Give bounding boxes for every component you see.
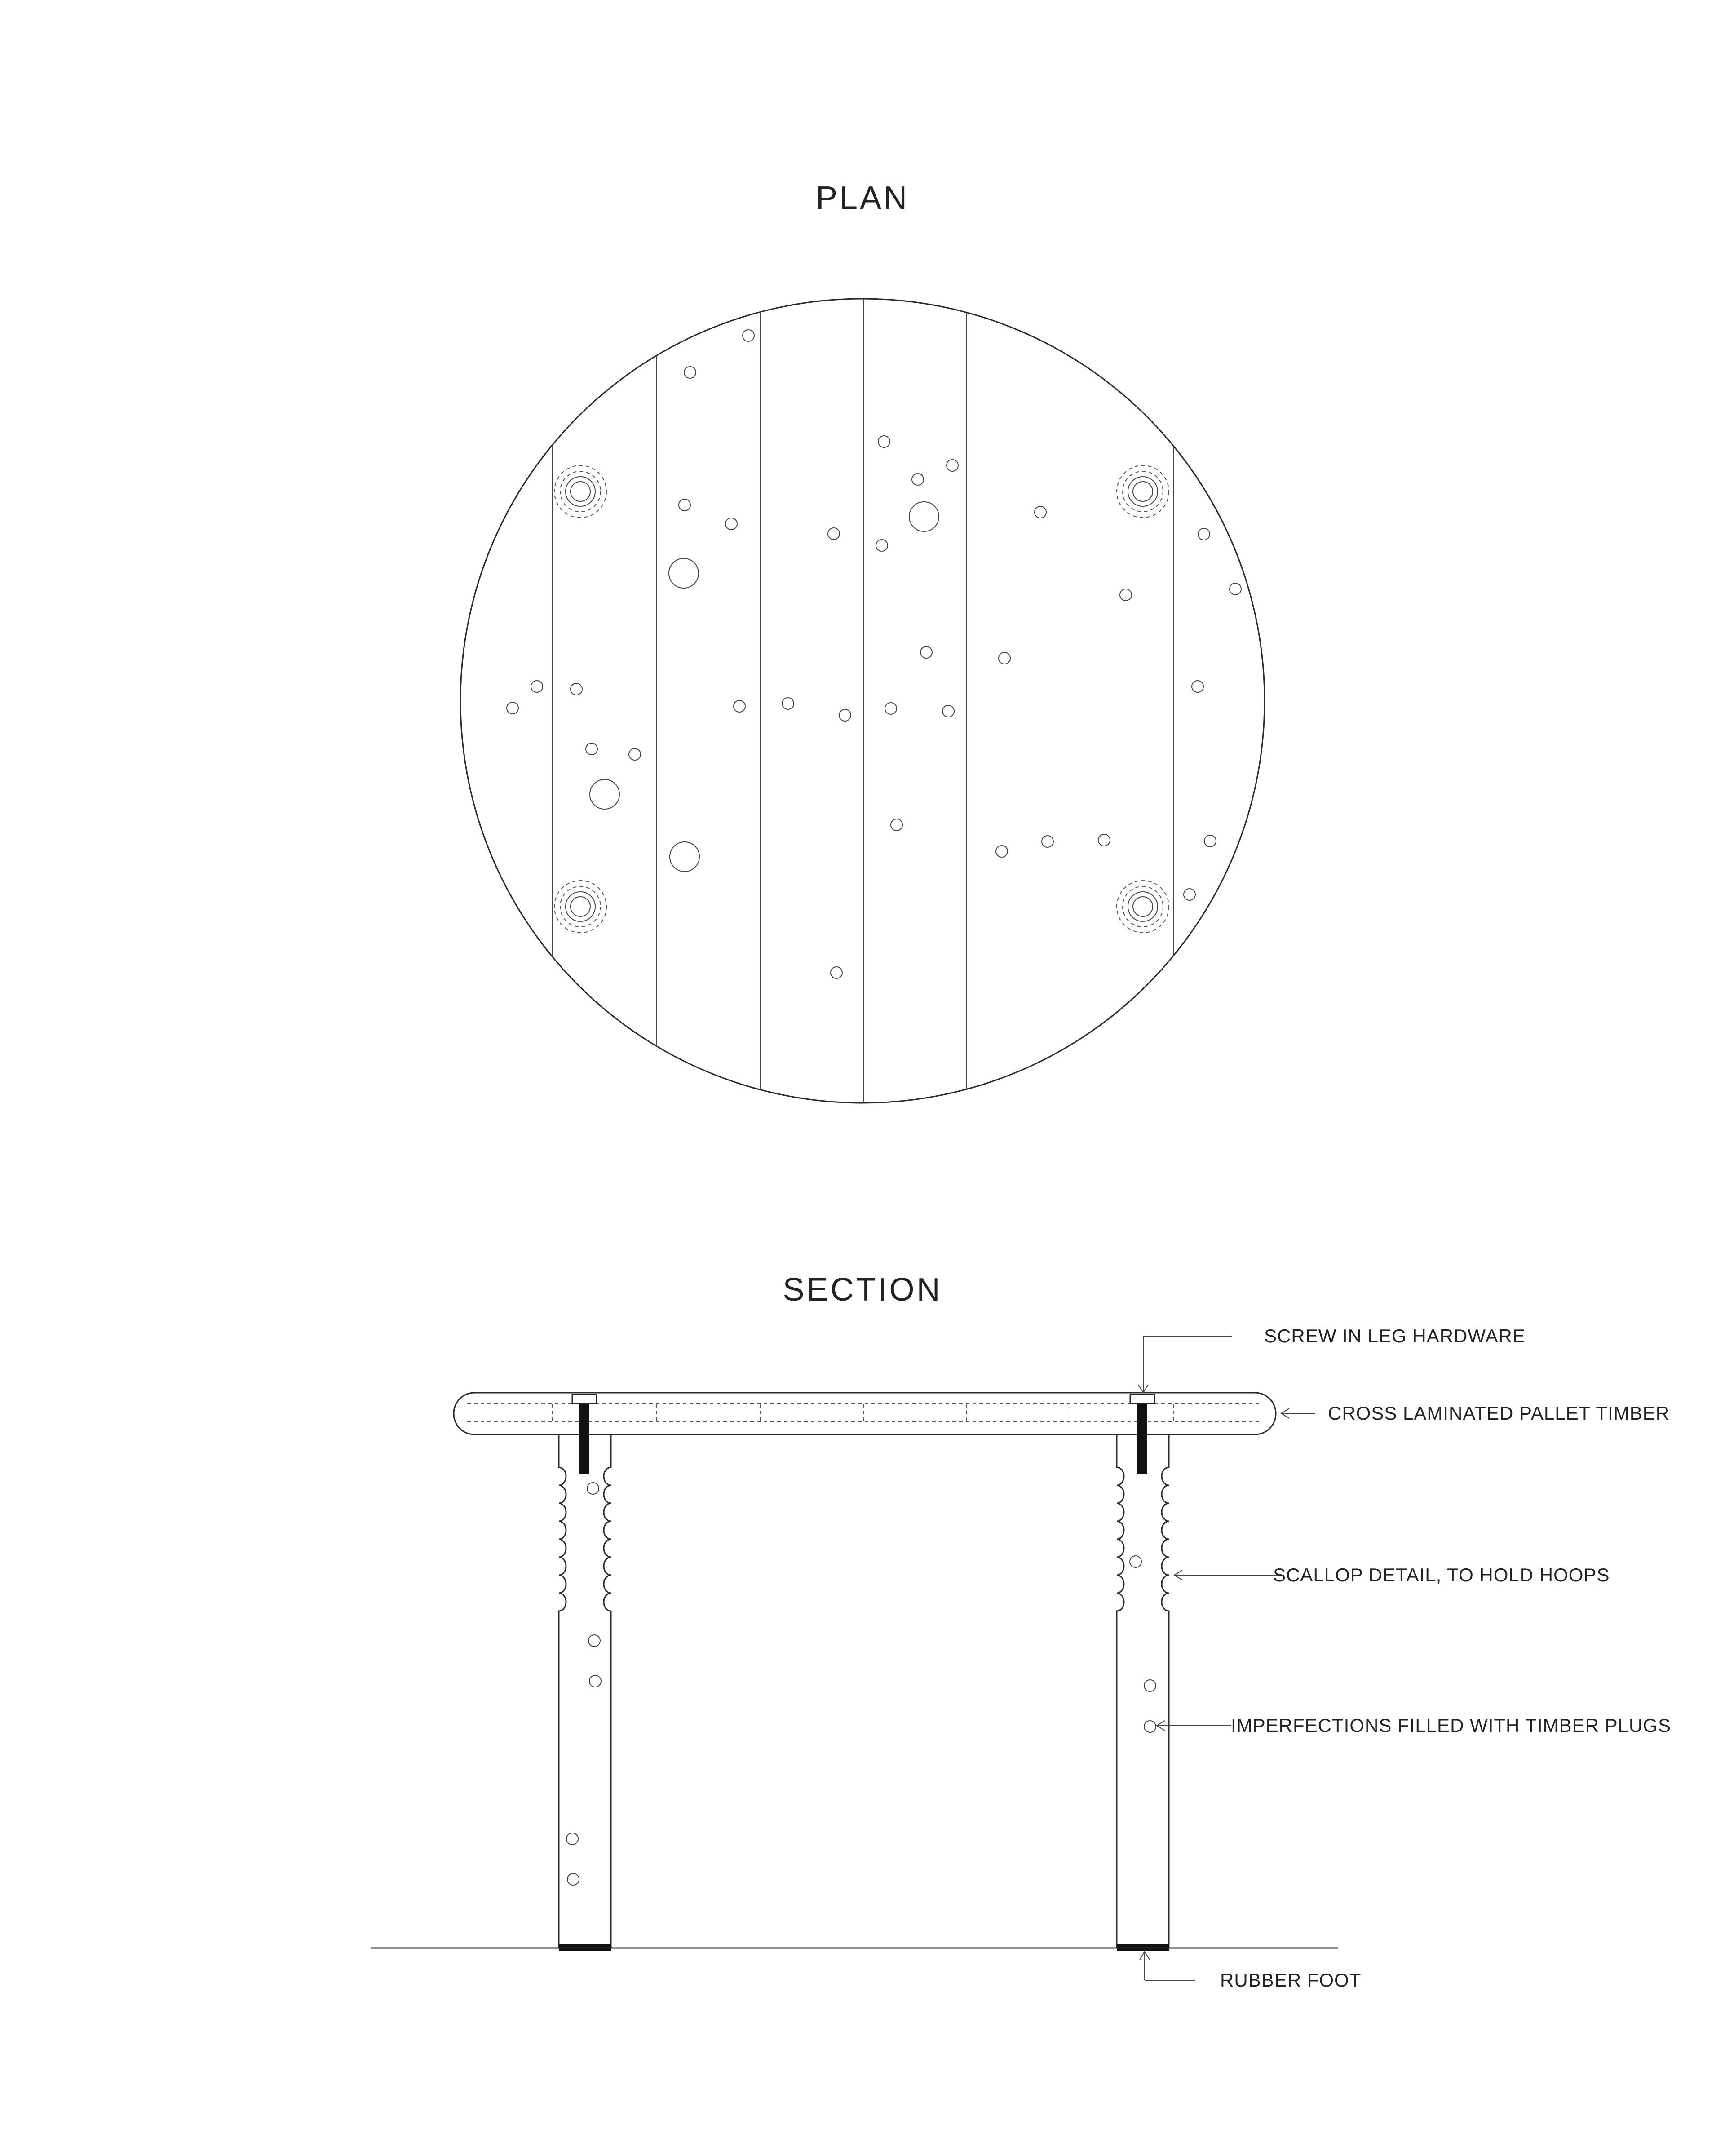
table-top-section [454, 1393, 1276, 1434]
right-leg [1117, 1395, 1169, 1951]
table-top-outline [460, 299, 1265, 1103]
leg-fixing [554, 465, 606, 518]
annotation-screw: SCREW IN LEG HARDWARE [1264, 1325, 1526, 1346]
section-view [371, 1336, 1338, 1980]
lamination-joints [553, 1404, 1173, 1422]
screw-plate [572, 1395, 597, 1403]
small-timber-plugs [507, 330, 1241, 978]
leader-scallop [1174, 1570, 1284, 1580]
annotation-scallop: SCALLOP DETAIL, TO HOLD HOOPS [1273, 1564, 1610, 1585]
leg-fixing [1117, 465, 1169, 518]
leg-fixing [554, 881, 606, 933]
left-leg [559, 1395, 611, 1951]
leader-foot [1140, 1952, 1195, 1980]
plank-joints [553, 270, 1173, 1123]
leg-screw [579, 1404, 589, 1474]
plan-title: PLAN [815, 180, 910, 216]
section-title: SECTION [783, 1272, 942, 1308]
large-timber-plugs [590, 502, 939, 872]
annotation-foot: RUBBER FOOT [1220, 1970, 1362, 1991]
leader-plugs [1157, 1721, 1231, 1731]
leader-screw [1138, 1336, 1232, 1393]
annotation-plugs: IMPERFECTIONS FILLED WITH TIMBER PLUGS [1231, 1715, 1672, 1736]
annotation-timber: CROSS LAMINATED PALLET TIMBER [1328, 1403, 1670, 1424]
leg-screw [1137, 1404, 1147, 1474]
leg-fixing [1117, 881, 1169, 933]
screw-plate [1130, 1395, 1154, 1403]
leader-timber [1281, 1408, 1315, 1418]
plan-view [460, 270, 1265, 1123]
